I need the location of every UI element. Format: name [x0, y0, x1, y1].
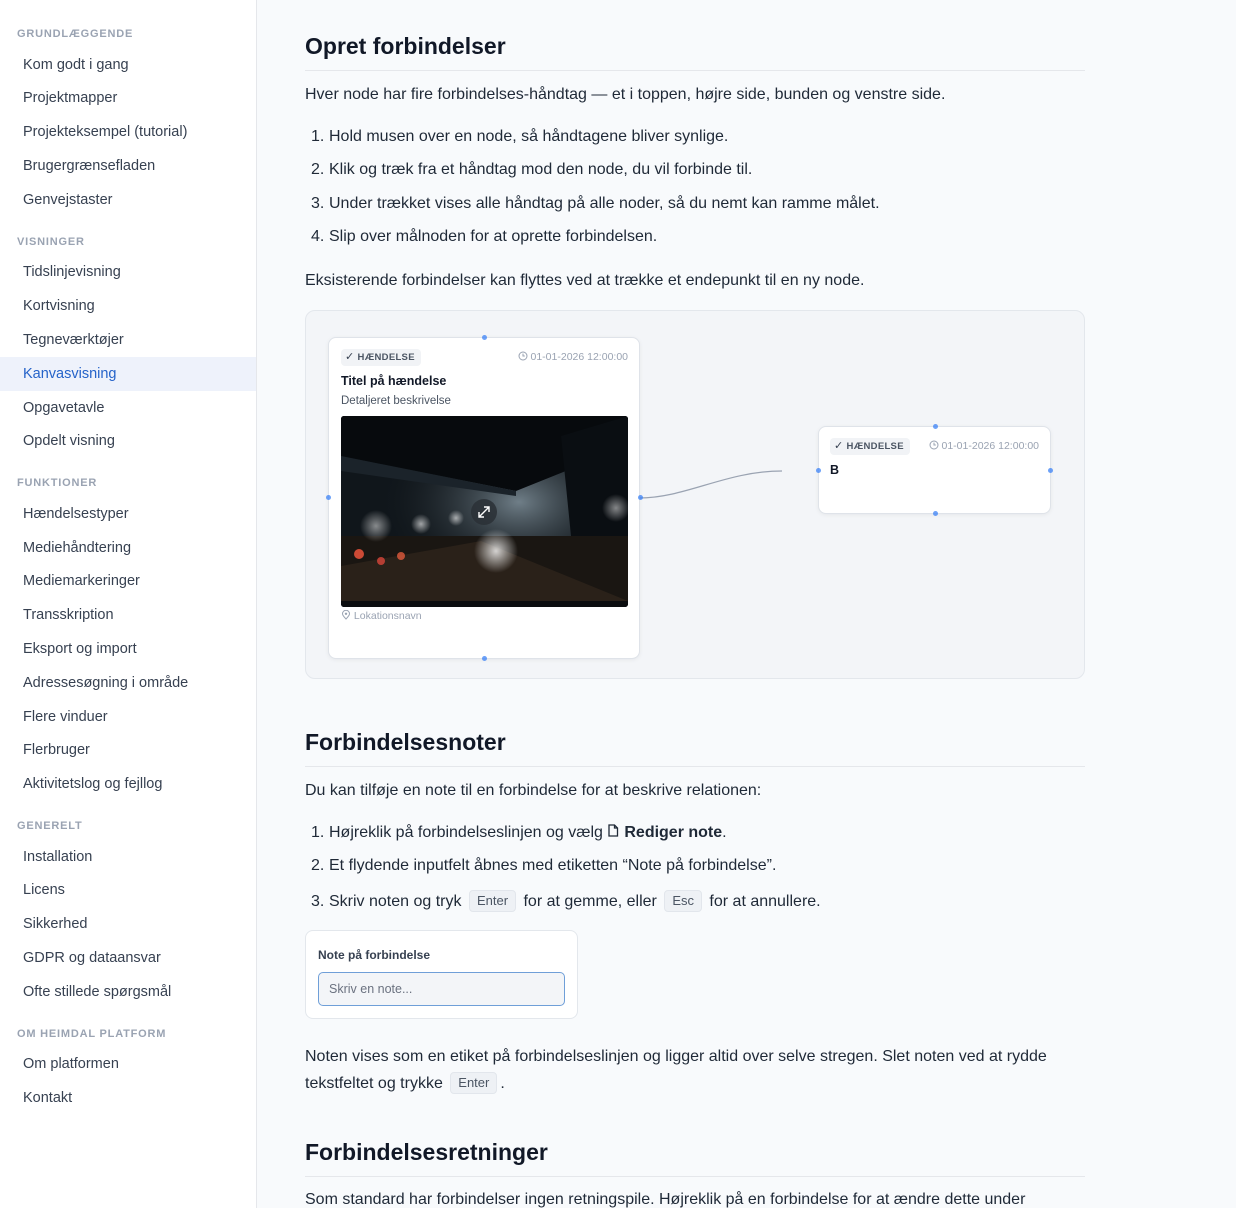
heading-forbindelsesnoter: Forbindelsesnoter: [305, 729, 1085, 767]
sidebar-item-haendelsestyper[interactable]: Hændelsestyper: [23, 506, 129, 522]
sidebar-item-projekteksempel[interactable]: Projekteksempel (tutorial): [23, 124, 188, 140]
sidebar-item-installation[interactable]: Installation: [23, 849, 93, 865]
note-input[interactable]: [318, 972, 565, 1006]
list-item: 4. Slip over målnoden for at oprette forbindelsen.: [311, 228, 658, 245]
sidebar-item-brugergraensefladen[interactable]: Brugergrænsefladen: [23, 158, 156, 174]
sidebar-item-kanvasvisning[interactable]: Kanvasvisning: [0, 357, 256, 391]
esc-key: Esc: [664, 890, 702, 912]
connection-handle-top[interactable]: [933, 424, 938, 429]
check-icon: ✓: [834, 440, 844, 452]
sidebar-item-sikkerhed[interactable]: Sikkerhed: [23, 916, 88, 932]
sidebar-item-mediemarkeringer[interactable]: Mediemarkeringer: [23, 573, 140, 589]
event-type-tag: ✓ HÆNDELSE: [341, 349, 421, 366]
list-item: 2. Et flydende inputfelt åbnes med etiketten “Note på forbindelse”.: [311, 857, 777, 874]
sidebar-item-om-platformen[interactable]: Om platformen: [23, 1056, 119, 1072]
night-bridge-image: [341, 416, 628, 607]
sidebar-item-kom-godt-i-gang[interactable]: Kom godt i gang: [23, 57, 129, 73]
section2-outro: Noten vises som en etiket på forbindelseslinjen og ligger altid over selve stregen. Slet noten ved at rydde tekstfeltet og trykke Enter .: [305, 1048, 1047, 1092]
connection-handle-top[interactable]: [482, 335, 487, 340]
sidebar-item-licens[interactable]: Licens: [23, 882, 65, 898]
section1-intro: Hver node har fire forbindelses-håndtag — et i toppen, højre side, bunden og venstre side.: [305, 86, 946, 103]
enter-key: Enter: [450, 1072, 497, 1094]
sidebar-item-kortvisning[interactable]: Kortvisning: [23, 298, 95, 314]
sidebar-item-opdelt-visning[interactable]: Opdelt visning: [23, 433, 115, 449]
connection-note-popup: [305, 930, 578, 1019]
list-item: 3. Skriv noten og tryk Enter for at gemme, eller Esc for at annullere.: [311, 890, 1081, 912]
sidebar-item-aktivitetslog[interactable]: Aktivitetslog og fejllog: [23, 776, 163, 792]
sidebar-item-mediehaandtering[interactable]: Mediehåndtering: [23, 540, 132, 556]
sidebar-item-opgavetavle[interactable]: Opgavetavle: [23, 400, 105, 416]
sidebar-item-projektmapper[interactable]: Projektmapper: [23, 90, 118, 106]
clock-icon: [929, 440, 939, 450]
sidebar-section-title: GRUNDLÆGGENDE: [17, 28, 134, 40]
connection-handle-bottom[interactable]: [482, 656, 487, 661]
sidebar-item-flere-vinduer[interactable]: Flere vinduer: [23, 709, 108, 725]
section2-intro: Du kan tilføje en note til en forbindelse for at beskrive relationen:: [305, 782, 762, 799]
sidebar-item-tegnevaerktoejer[interactable]: Tegneværktøjer: [23, 332, 124, 348]
sidebar-section-title: OM HEIMDAL PLATFORM: [17, 1028, 167, 1040]
event-node-a[interactable]: [328, 337, 640, 659]
canvas-illustration: [305, 310, 1085, 679]
sidebar-section-title: VISNINGER: [17, 236, 85, 248]
sidebar-section-title: FUNKTIONER: [17, 477, 98, 489]
sidebar: [0, 0, 257, 1208]
check-icon: ✓: [345, 351, 355, 363]
sidebar-item-genvejstaster[interactable]: Genvejstaster: [23, 192, 113, 208]
note-field-label: Note på forbindelse: [318, 948, 431, 962]
list-item: 3. Under trækket vises alle håndtag på alle noder, så du nemt kan ramme målet.: [311, 195, 880, 212]
event-node-b[interactable]: [818, 426, 1051, 514]
section3-intro: Som standard har forbindelser ingen retningspile. Højreklik på en forbindelse for at ændre dette under: [305, 1191, 1026, 1208]
event-media-image[interactable]: [341, 416, 628, 607]
connection-handle-left[interactable]: [326, 495, 331, 500]
sidebar-item-adressesoegning[interactable]: Adressesøgning i område: [23, 675, 189, 691]
event-description: Detaljeret beskrivelse: [341, 395, 451, 407]
sidebar-item-transskription[interactable]: Transskription: [23, 607, 114, 623]
event-title: Titel på hændelse: [341, 374, 447, 388]
sidebar-item-eksport-og-import[interactable]: Eksport og import: [23, 641, 137, 657]
connection-handle-right[interactable]: [1048, 468, 1053, 473]
enter-key: Enter: [469, 890, 516, 912]
section1-outro: Eksisterende forbindelser kan flyttes ved at trække et endepunkt til en ny node.: [305, 272, 865, 289]
event-timestamp: 01-01-2026 12:00:00: [518, 351, 628, 363]
location-pin-icon: [341, 610, 351, 620]
event-timestamp: 01-01-2026 12:00:00: [929, 440, 1039, 452]
sidebar-item-gdpr[interactable]: GDPR og dataansvar: [23, 950, 161, 966]
event-type-tag: ✓ HÆNDELSE: [830, 438, 910, 455]
sidebar-section-title: GENERELT: [17, 820, 83, 832]
list-item: 1. Højreklik på forbindelseslinjen og vælg Rediger note.: [311, 824, 727, 841]
heading-opret-forbindelser: Opret forbindelser: [305, 33, 1085, 71]
connection-handle-left[interactable]: [816, 468, 821, 473]
connection-handle-bottom[interactable]: [933, 511, 938, 516]
note-icon: [607, 824, 619, 837]
sidebar-item-tidslinjevisning[interactable]: Tidslinjevisning: [23, 264, 121, 280]
clock-icon: [518, 351, 528, 361]
event-title: B: [830, 463, 840, 477]
sidebar-item-kontakt[interactable]: Kontakt: [23, 1090, 73, 1106]
sidebar-item-faq[interactable]: Ofte stillede spørgsmål: [23, 984, 172, 1000]
event-location: Lokationsnavn: [341, 610, 422, 622]
sidebar-item-flerbruger[interactable]: Flerbruger: [23, 742, 90, 758]
heading-forbindelsesretninger: Forbindelsesretninger: [305, 1139, 1085, 1177]
connection-handle-right[interactable]: [638, 495, 643, 500]
list-item: 1. Hold musen over en node, så håndtagene bliver synlige.: [311, 128, 729, 145]
list-item: 2. Klik og træk fra et håndtag mod den node, du vil forbinde til.: [311, 161, 753, 178]
